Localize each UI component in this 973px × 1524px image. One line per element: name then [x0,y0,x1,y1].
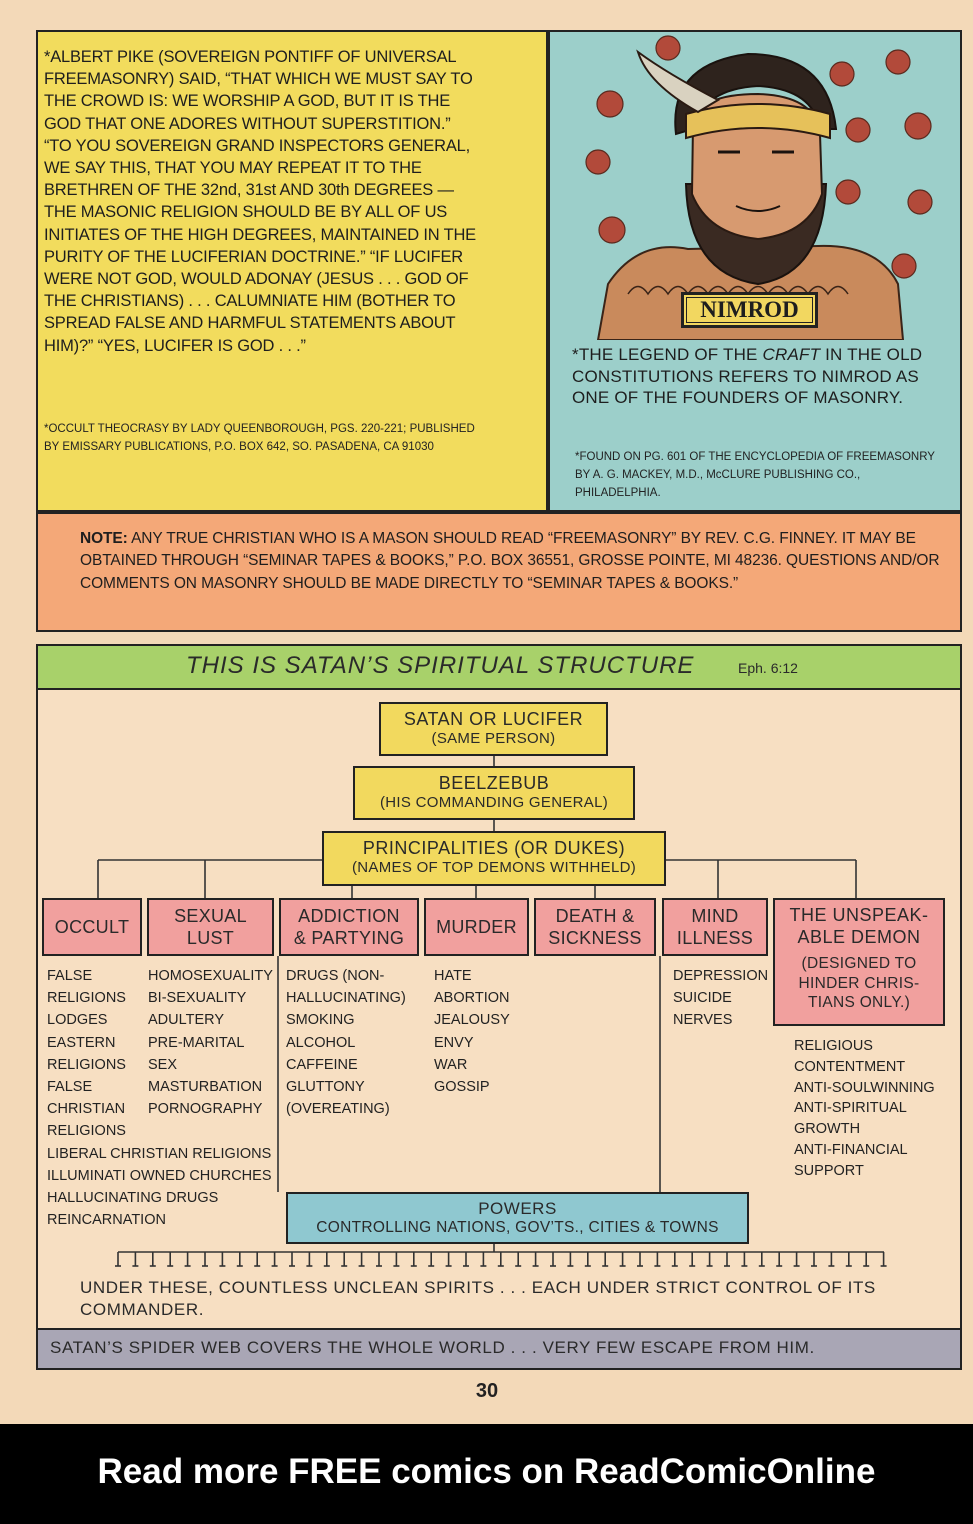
category-occult: OCCULT [42,898,142,956]
list-item: ANTI-FINANCIAL SUPPORT [794,1141,908,1179]
unspeakable-demon-note: (DESIGNED TO HINDER CHRIS- TIANS ONLY.) [798,955,920,1011]
list-item: HATE [434,968,472,984]
pike-quote-text: *ALBERT PIKE (SOVEREIGN PONTIFF OF UNIVERSAL FREEMASONRY) SAID, “THAT WHICH WE MUST SAY TO THE CROWD IS: WE WORSHIP A GOD, BUT IT IS THE GOD THAT ONE ADORES WITHOUT SUPERSTITION.” “TO YOU SOVEREIGN GRAND INSPECTORS GENERAL, WE SAY THIS, THAT YOU MAY REPEAT IT TO THE BRETHREN OF THE 32nd, 31st AND 30th DEGREES — THE MASONIC RELIGION SHOULD BE BY ALL OF US INITIATES OF THE HIGH DEGREES, MAINTAINED IN THE PURITY OF THE LUCIFERIAN DOCTRINE.” “IF LUCIFER WERE NOT GOD, WOULD ADONAY (JESUS . . . GOD OF THE CHRISTIANS) . . . CALUMNIATE HIM (BOTHER TO SPREAD FALSE AND HARMFUL STATEMENTS ABOUT HIM)?” “YES, LUCIFER IS GOD . . .” [44,48,476,355]
list-item: RELIGIOUS CONTENTMENT [794,1038,906,1075]
list-item: DEPRESSION [673,968,769,984]
list-item: MASTURBATION [148,1079,263,1096]
list-item: BI-SEXUALITY [148,990,247,1007]
list-item: JEALOUSY [434,1012,510,1029]
note-label: NOTE: [80,530,128,547]
list-item: CAFFEINE [286,1056,358,1073]
list-item: GLUTTONY (OVEREATING) [286,1079,390,1118]
category-addiction-partying: ADDICTION & PARTYING [279,898,419,956]
unspeakable-demon-title: THE UNSPEAK- ABLE DEMON [789,905,929,947]
principalities-title: PRINCIPALITIES (OR DUKES) [362,838,626,858]
spider-web-text: SATAN’S SPIDER WEB COVERS THE WHOLE WORLD . . . VERY FEW ESCAPE FROM HIM. [50,1338,815,1357]
list-item: FALSE RELIGIONS [47,968,126,1007]
mind-illness-items [673,965,773,1032]
list-item: REINCARNATION [47,1212,166,1229]
list-item: WAR [434,1056,468,1073]
principalities-subtitle: (NAMES OF TOP DEMONS WITHHELD) [351,859,637,876]
principalities-box [322,831,666,886]
list-item: ENVY [434,1034,474,1051]
list-item: ALCOHOL [286,1034,356,1051]
category-unspeakable-demon [773,898,945,1026]
unspeakable-demon-items [794,1036,954,1182]
beelzebub-box [353,766,635,820]
list-item: ANTI-SPIRITUAL GROWTH [794,1100,907,1138]
list-item: LODGES [47,1012,108,1029]
list-item: PRE-MARITAL SEX [148,1034,244,1073]
powers-title: POWERS [478,1199,557,1218]
satan-subtitle: (SAME PERSON) [431,730,556,747]
note-text: NOTE: ANY TRUE CHRISTIAN WHO IS A MASON SHOULD READ “FREEMASONRY” BY REV. C.G. FINNEY. IT MAY BE OBTAINED THROUGH “SEMINAR TAPES & BOOKS,” P.O. BOX 36551, GROSSE POINTE, MI 48236. QUESTIONS AND/OR COMMENTS ON MASONRY SHOULD BE MADE DIRECTLY TO “SEMINAR TAPES & BOOKS.” [80,530,940,592]
list-item: ADULTERY [148,1012,225,1029]
list-item: DRUGS (NON- HALLUCINATING) [286,968,406,1007]
list-item: HALLUCINATING DRUGS [47,1190,219,1207]
structure-title: THIS IS SATAN’S SPIRITUAL STRUCTURE [186,652,695,679]
satan-title: SATAN OR LUCIFER [403,709,584,729]
pike-quote-source: *OCCULT THEOCRASY BY LADY QUEENBOROUGH, PGS. 220-221; PUBLISHED BY EMISSARY PUBLICATIONS, P.O. BOX 642, SO. PASADENA, CA 91030 [44,423,475,453]
unclean-spirits-ticks [115,1252,887,1266]
category-sexual-lust: SEXUAL LUST [147,898,274,956]
powers-subtitle: CONTROLLING NATIONS, GOV’TS., CITIES & TOWNS [316,1219,719,1236]
unclean-spirits-text: UNDER THESE, COUNTLESS UNCLEAN SPIRITS . . . EACH UNDER STRICT CONTROL OF ITS COMMANDER. [80,1278,876,1319]
list-item: ANTI-SOULWINNING [794,1079,935,1096]
satan-box [379,702,608,756]
category-death-sickness: DEATH & SICKNESS [534,898,656,956]
structure-scripture-ref: Eph. 6:12 [738,660,798,676]
page-number: 30 [475,1380,499,1402]
sexual-lust-items [148,965,276,1120]
list-item: HOMOSEXUALITY [148,968,273,984]
list-item: SUICIDE [673,990,732,1007]
nimrod-source: *FOUND ON PG. 601 OF THE ENCYCLOPEDIA OF FREEMASONRY BY A. G. MACKEY, M.D., McCLURE PUBLISHING CO., PHILADELPHIA. [575,451,935,499]
category-murder: MURDER [424,898,529,956]
beelzebub-subtitle: (HIS COMMANDING GENERAL) [379,794,609,811]
list-item: PORNOGRAPHY [148,1101,263,1118]
list-item: LIBERAL CHRISTIAN RELIGIONS [47,1145,272,1162]
powers-box [286,1192,749,1244]
list-item: ILLUMINATI OWNED CHURCHES [47,1167,272,1184]
footer-text: Read more FREE comics on ReadComicOnline [97,1452,876,1491]
nimrod-label: NIMROD [681,292,818,328]
list-item: GOSSIP [434,1079,490,1096]
list-item: SMOKING [286,1012,355,1029]
list-item: EASTERN RELIGIONS [47,1034,126,1073]
list-item: ABORTION [434,990,510,1007]
beelzebub-title: BEELZEBUB [438,773,550,793]
list-item: NERVES [673,1012,733,1029]
murder-items [434,965,534,1098]
list-item: FALSE CHRISTIAN RELIGIONS [47,1079,126,1140]
category-mind-illness: MIND ILLNESS [662,898,768,956]
addiction-items [286,965,426,1120]
nimrod-caption: *THE LEGEND OF THE CRAFT IN THE OLD CONSTITUTIONS REFERS TO NIMROD AS ONE OF THE FOUNDERS OF MASONRY. [572,345,923,408]
